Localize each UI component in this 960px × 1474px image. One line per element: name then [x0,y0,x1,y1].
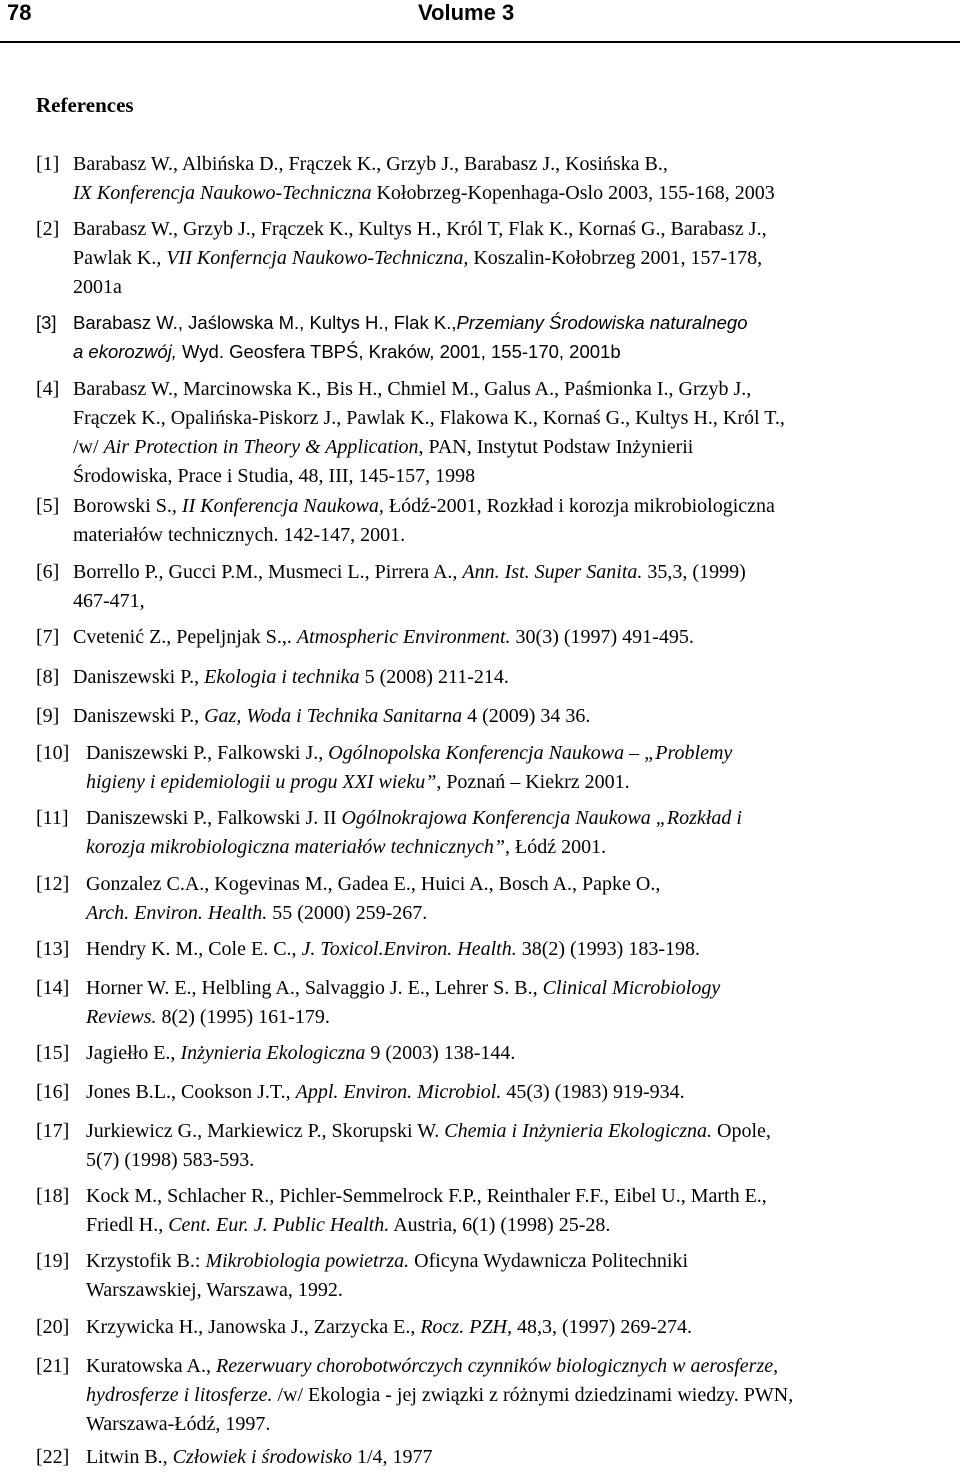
reference-text: Warszawskiej, Warszawa, 1992. [86,1279,343,1301]
reference-item [36,375,941,491]
header-rule [0,41,960,43]
reference-text: Barabasz W., Jaślowska M., Kultys H., Flak K., [73,312,457,333]
reference-line [36,273,941,302]
reference-text: 55 (2000) 259-267. [267,902,428,924]
reference-text: 38(2) (1993) 183-198. [516,938,701,960]
reference-line [36,1381,941,1410]
reference-text: , Poznań – Kiekrz 2001. [436,771,630,793]
reference-text: 5 (2008) 211-214. [359,666,509,688]
reference-title: Cent. Eur. J. Public Health. [168,1214,390,1236]
reference-line [36,1078,941,1107]
reference-text: Hendry K. M., Cole E. C., [86,938,302,960]
reference-line [36,1410,941,1439]
reference-title: hydrosferze i litosferze. [86,1384,273,1406]
reference-text: Austria, 6(1) (1998) 25-28. [389,1214,611,1236]
reference-text: Daniszewski P., [73,705,205,727]
reference-item [36,150,941,208]
reference-text: Kock M., Schlacher R., Pichler-Semmelrock F.P., Reinthaler F.F., Eibel U., Marth E., [86,1185,767,1207]
reference-title: Atmospheric Environment. [296,626,511,648]
reference-title: Chemia i Inżynieria Ekologiczna. [444,1120,713,1142]
reference-title: Arch. Environ. Health. [86,902,268,924]
reference-item [36,974,941,1032]
reference-text: 1/4, 1977 [351,1446,433,1468]
reference-text: 30(3) (1997) 491-495. [510,626,694,648]
reference-line [36,899,941,928]
reference-number: [20] [36,1316,70,1338]
reference-number: [3] [36,312,57,333]
reference-text: 9 (2003) 138-144. [365,1042,516,1064]
reference-line [36,1211,941,1240]
reference-line [36,833,941,862]
reference-title: a ekorozwój, [73,341,177,362]
reference-number: [7] [36,626,60,648]
reference-text: 5(7) (1998) 583-593. [86,1149,255,1171]
reference-text: Barabasz W., Albińska D., Frączek K., Grzyb J., Barabasz J., Kosińska B., [73,153,668,175]
reference-line [36,1117,941,1146]
reference-line [36,337,941,366]
reference-item [36,1182,941,1240]
reference-title: Człowiek i środowisko [172,1446,352,1468]
reference-text: Krzystofik B.: [86,1250,206,1272]
reference-text: Jones B.L., Cookson J.T., [86,1081,296,1103]
reference-item [36,870,941,928]
reference-number: [17] [36,1120,70,1142]
reference-item [36,1443,941,1472]
reference-line [36,215,941,244]
reference-item [36,1039,941,1068]
reference-item [36,804,941,862]
reference-line [36,702,941,731]
reference-item [36,308,941,366]
reference-line [36,768,941,797]
reference-text: Kuratowska A., [86,1355,216,1377]
reference-title: Rezerwuary chorobotwórczych czynników biologicznych w aerosferze, [215,1355,779,1377]
reference-line [36,244,941,273]
reference-item [36,702,941,731]
reference-line [36,1313,941,1342]
page-number: 78 [7,0,32,25]
reference-line [36,521,941,550]
reference-line [36,739,941,768]
reference-line [36,587,941,616]
reference-item [36,663,941,692]
reference-text: Jagiełło E., [86,1042,181,1064]
reference-number: [1] [36,153,60,175]
reference-number: [12] [36,873,70,895]
reference-line [36,1182,941,1211]
reference-title: korozja mikrobiologiczna materiałów technicznych” [86,836,506,858]
section-heading: References [36,93,134,117]
reference-text: Borowski S. [73,495,172,517]
reference-text: 4 (2009) 34 36. [462,705,591,727]
reference-number: [19] [36,1250,70,1272]
reference-number: [14] [36,977,70,999]
reference-title: Reviews. [86,1006,157,1028]
reference-line [36,1003,941,1032]
reference-text: Borrello P., Gucci P.M., Musmeci L., Pirrera A., [73,561,463,583]
reference-text: Cvetenić Z., Pepeljnjak S.,. [73,626,297,648]
reference-text: Pawlak K. [73,247,157,269]
reference-text: Barabasz W., Marcinowska K., Bis H., Chmiel M., Galus A., Paśmionka I., Grzyb J., [73,378,752,400]
reference-text: Oficyna Wydawnicza Politechniki [409,1250,689,1272]
reference-title: higieny i epidemiologii u progu XXI wieku” [86,771,437,793]
reference-text: materiałów technicznych. 142-147, 2001. [73,524,406,546]
reference-number: [4] [36,378,60,400]
reference-text: 8(2) (1995) 161-179. [156,1006,330,1028]
volume-title: Volume 3 [418,0,515,25]
reference-line [36,308,941,337]
reference-title: Mikrobiologia powietrza. [205,1250,410,1272]
reference-text: Krzywicka H., Janowska J., Zarzycka E., [86,1316,421,1338]
reference-number: [22] [36,1446,70,1468]
reference-item [36,1313,941,1342]
reference-title: Ogólnokrajowa Konferencja Naukowa „Rozkład i [341,807,742,829]
reference-number: [9] [36,705,60,727]
reference-line [36,935,941,964]
reference-title: Ogólnopolska Konferencja Naukowa – „Problemy [328,742,733,764]
reference-text: Barabasz W., Grzyb J., Frączek K., Kultys H., Król T, Flak K., Kornaś G., Barabasz J., [73,218,767,240]
reference-text: Daniszewski P., Falkowski J. II [86,807,342,829]
reference-text: Friedl H., [86,1214,169,1236]
reference-text: , PAN, Instytut Podstaw Inżynierii [418,436,694,458]
reference-text: Daniszewski P., [73,666,205,688]
reference-text: 35,3, (1999) [642,561,746,583]
reference-number: [18] [36,1185,70,1207]
reference-line [36,974,941,1003]
reference-item [36,623,941,652]
reference-item [36,1117,941,1175]
reference-title: Ekologia i technika [204,666,360,688]
reference-number: [16] [36,1081,70,1103]
reference-title: Air Protection in Theory & Application [103,436,419,458]
reference-text: Horner W. E., Helbling A., Salvaggio J. E., Lehrer S. B., [86,977,543,999]
reference-item [36,558,941,616]
reference-number: [15] [36,1042,70,1064]
reference-text: Gonzalez C.A., Kogevinas M., Gadea E., Huici A., Bosch A., Papke O., [86,873,661,895]
reference-text: Kołobrzeg-Kopenhaga-Oslo 2003, 155-168, 2003 [371,182,775,204]
reference-text: Litwin B., [86,1446,173,1468]
reference-title: , II Konferencja Naukowa, [171,495,384,517]
reference-item [36,492,941,550]
reference-line [36,150,941,179]
reference-item [36,1078,941,1107]
reference-number: [10] [36,742,70,764]
reference-line [36,1039,941,1068]
reference-title: Ann. Ist. Super Sanita. [462,561,643,583]
reference-text: Frączek K., Opalińska-Piskorz J., Pawlak K., Flakowa K., Kornaś G., Kultys H., Król T., [73,407,785,429]
reference-line [36,179,941,208]
reference-item [36,935,941,964]
reference-line [36,558,941,587]
reference-number: [21] [36,1355,70,1377]
reference-number: [5] [36,495,60,517]
reference-number: [2] [36,218,60,240]
reference-title: Gaz, Woda i Technika Sanitarna [204,705,463,727]
reference-number: [13] [36,938,70,960]
page-header [0,0,960,46]
reference-text: Koszalin-Kołobrzeg 2001, 157-178, [468,247,763,269]
reference-text: Opole, [712,1120,771,1142]
reference-title: Rocz. PZH, [420,1316,512,1338]
reference-line [36,1443,941,1472]
reference-number: [6] [36,561,60,583]
reference-text: 2001a [73,276,122,298]
reference-line [36,1276,941,1305]
reference-text: Warszawa-Łódź, 1997. [86,1413,271,1435]
reference-line [36,623,941,652]
reference-text: Łódź-2001, Rozkład i korozja mikrobiologiczna [383,495,775,517]
reference-text: , Łódź 2001. [505,836,607,858]
reference-text: 48,3, (1997) 269-274. [512,1316,692,1338]
reference-line [36,492,941,521]
reference-text: Środowiska, Prace i Studia, 48, III, 145-157, 1998 [73,465,476,487]
reference-item [36,1247,941,1305]
reference-line [36,804,941,833]
reference-text: /w/ Ekologia - jej związki z różnymi dziedzinami wiedzy. PWN, [272,1384,794,1406]
reference-line [36,375,941,404]
reference-item [36,1352,941,1439]
reference-title: Przemiany Środowiska naturalnego [456,312,748,333]
reference-line [36,462,941,491]
reference-text: Daniszewski P., Falkowski J., [86,742,329,764]
reference-line [36,1247,941,1276]
reference-title: Clinical Microbiology [542,977,721,999]
reference-text: 45(3) (1983) 919-934. [501,1081,685,1103]
reference-item [36,739,941,797]
reference-line [36,433,941,462]
reference-text: Wyd. Geosfera TBPŚ, Kraków, 2001, 155-170, 2001b [176,341,621,362]
reference-line [36,1352,941,1381]
reference-item [36,215,941,302]
reference-line [36,870,941,899]
reference-title: , VII Konferncja Naukowo-Techniczna, [156,247,469,269]
reference-title: IX Konferencja Naukowo-Techniczna [73,182,372,204]
reference-line [36,1146,941,1175]
reference-title: J. Toxicol.Environ. Health. [301,938,517,960]
reference-number: [11] [36,807,69,829]
reference-line [36,663,941,692]
reference-text: Jurkiewicz G., Markiewicz P., Skorupski W. [86,1120,445,1142]
reference-number: [8] [36,666,60,688]
reference-title: Appl. Environ. Microbiol. [295,1081,502,1103]
reference-line [36,404,941,433]
reference-text: /w/ [73,436,104,458]
reference-title: Inżynieria Ekologiczna [180,1042,366,1064]
reference-text: 467-471, [73,590,145,612]
